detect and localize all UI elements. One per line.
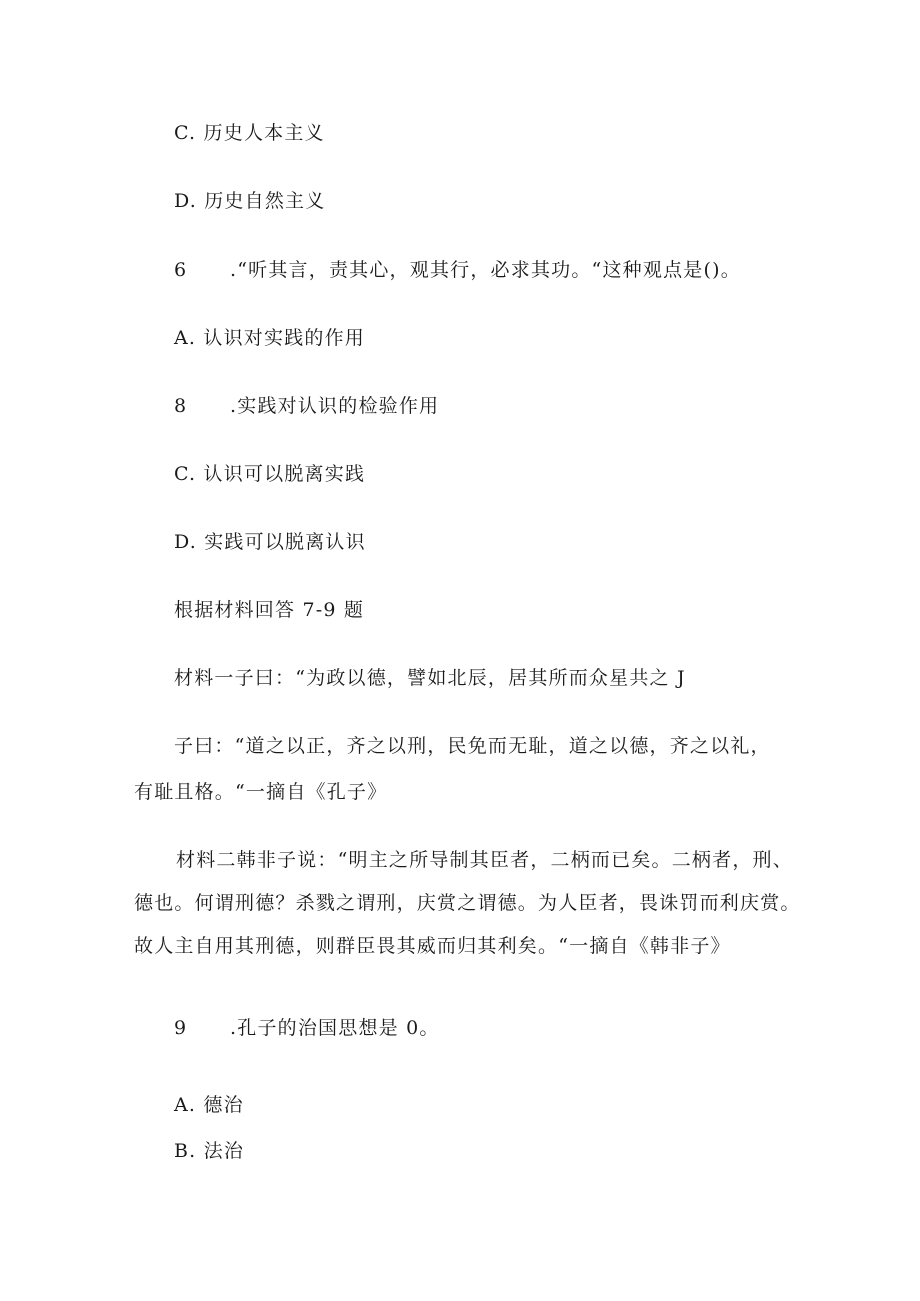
- option-text: .实践对认识的检验作用: [230, 395, 440, 417]
- option-c-q6: C. 认识可以脱离实践: [174, 463, 366, 485]
- material-1-line-1: 材料一子曰：“为政以德，譬如北辰，居其所而众星共之 J: [174, 667, 686, 689]
- question-text: .“听其言，责其心，观其行，必求其功。“这种观点是()。: [230, 259, 741, 281]
- question-6: [174, 258, 741, 282]
- option-d-q6: D. 实践可以脱离认识: [174, 531, 366, 553]
- option-b-q9: B. 法治: [174, 1140, 245, 1162]
- instruction: 根据材料回答 7-9 题: [174, 599, 365, 621]
- option-d-q5: D. 历史自然主义: [174, 190, 326, 212]
- material-2: 材料二韩非子说：“明主之所导制其臣者，二柄而已矣。二柄者，刑、德也。何谓刑德？杀戮之谓刑，庆赏之谓德。为人臣者，畏诛罚而利庆赏。故人主自用其刑德，则群臣畏其威而归其利矣。“一摘自《韩非子》: [134, 849, 801, 957]
- option-c-q5: C. 历史人本主义: [174, 122, 325, 144]
- material-1-line-2: 子曰：“道之以正，齐之以刑，民免而无耻，道之以德，齐之以礼，: [174, 735, 771, 757]
- question-number: 6: [174, 259, 188, 281]
- material-1-line-3: 有耻且格。“一摘自《孔子》: [134, 781, 388, 803]
- option-a-q9: A. 德治: [174, 1094, 244, 1116]
- question-text: .孔子的治国思想是 0。: [230, 1017, 440, 1039]
- question-9: [174, 1016, 440, 1040]
- option-b-q6: [174, 394, 439, 418]
- question-number: 9: [174, 1017, 188, 1039]
- option-a-q6: A. 认识对实践的作用: [174, 327, 366, 349]
- option-number: 8: [174, 395, 188, 417]
